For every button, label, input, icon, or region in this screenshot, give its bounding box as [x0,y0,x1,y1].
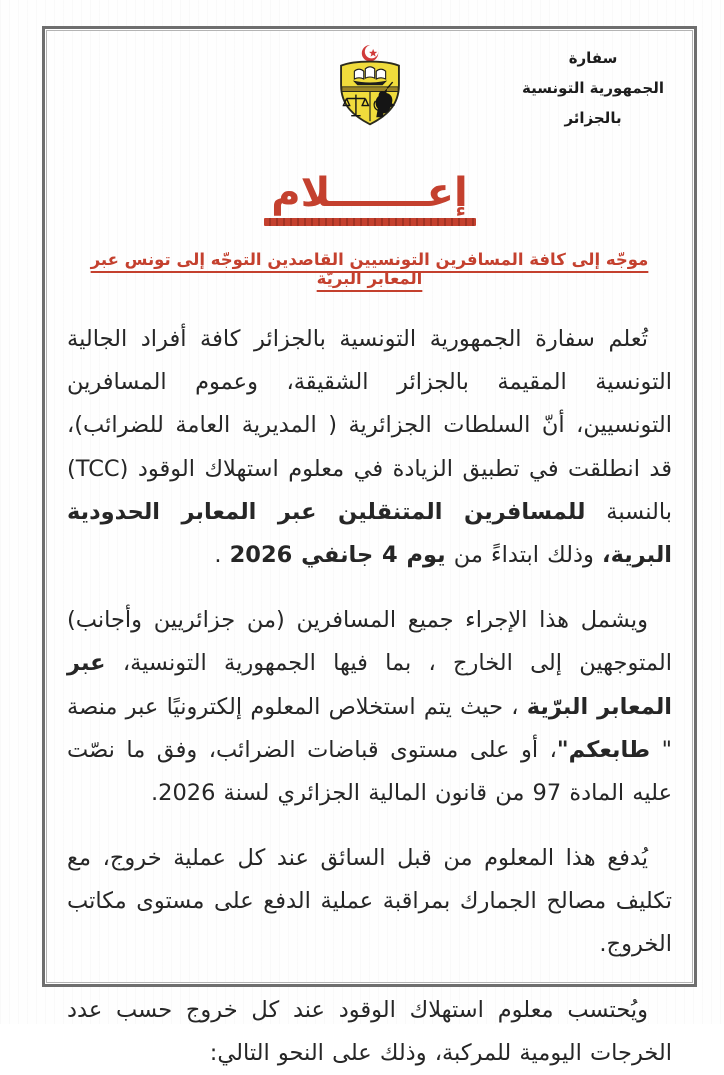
document-header [67,39,672,143]
notice-title: إعـــــــلام [271,170,468,216]
text-segment: . [214,541,230,568]
document-border-frame [42,26,697,1066]
body-paragraph-1 [67,318,672,577]
text-segment: ويشمل هذا الإجراء جميع المسافرين (من جزائريين وأجانب) المتوجهين إلى الخارج ، بما فيها الجمهورية التونسية، [67,607,672,677]
text-segment-bold: للمسافرين المتنقلين عبر المعابر الحدودية البرية، [67,498,672,568]
body-paragraph-3 [67,837,672,967]
text-segment: ، حيث يتم استخلاص المعلوم إلكترونيًا عبر منصة " [67,693,672,763]
banner-band [341,87,397,92]
text-segment-bold: عبر المعابر البرّية [67,650,673,720]
text-segment: تُعلم سفارة الجمهورية التونسية بالجزائر كافة أفراد الجالية التونسية المقيمة بالجزائر الشقيقة، وعموم المسافرين التونسيين، أنّ السلطات الجزائرية ( المديرية العامة للضرائب)، قد انطلقت في تطبيق الزيادة في معلوم استهلاك الوقود (TCC) بالنسبة [67,326,672,525]
title-underline [264,218,476,226]
text-segment-bold: يوم 4 جانفي 2026 [229,541,446,568]
text-segment: يُدفع هذا المعلوم من قبل السائق عند كل عملية خروج، مع تكليف مصالح الجمارك بمراقبة عملية الدفع على مستوى مكاتب الخروج. [67,845,672,958]
text-segment: وذلك ابتداءً من [445,541,603,568]
document-content [45,29,694,1066]
text-segment-bold: طابعكم" [556,736,651,763]
crescent-star-icon [361,45,377,61]
notice-subject-line: موجّه إلى كافة المسافرين التونسيين القاصدين التوجّه إلى تونس عبر المعابر البريّة [90,250,649,288]
body-paragraph-2 [67,599,672,815]
tunisia-coat-of-arms-icon [330,43,410,129]
embassy-title-block [522,43,664,133]
text-segment: ، أو على مستوى قباضات الضرائب، وفق ما نصّت عليه المادة 97 من قانون المالية الجزائري لسنة 2026. [67,736,672,806]
embassy-line-2: الجمهورية التونسية [522,79,664,97]
notice-title-section [67,171,672,226]
body-paragraph-4 [67,989,672,1075]
embassy-line-1: سفارة [568,49,618,67]
text-segment: ويُحتسب معلوم استهلاك الوقود عند كل خروج حسب عدد الخرجات اليومية للمركبة، وذلك على النحو التالي: [67,996,672,1066]
notice-body [67,318,672,1075]
embassy-line-3: بالجزائر [564,109,622,127]
notice-subject-section [67,250,672,288]
